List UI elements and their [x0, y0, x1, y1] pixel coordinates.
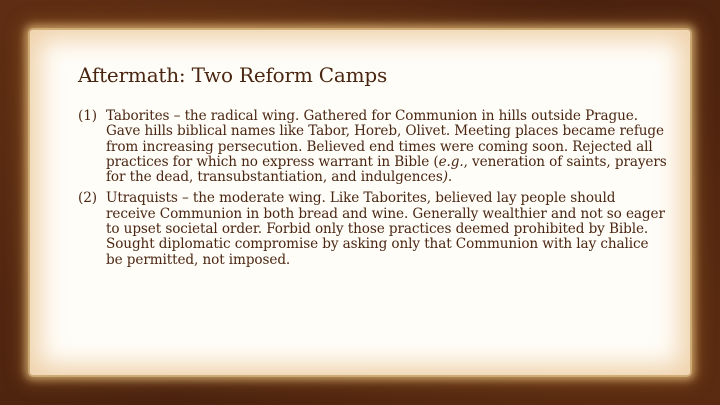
list-item-taborites	[78, 109, 668, 185]
slide-title: Aftermath: Two Reform Camps	[78, 63, 388, 87]
list-item-text-start: Taborites – the radical wing. Gathered for Communion in hills outside Prague. Gave hills biblical names like Tabor, Horeb, Olivet. Meeting places became refuge from increasing persecution. Believed end times were coming soon. Rejected all practices for which no express warrant in Bible (	[106, 108, 664, 170]
list-item-italic-text: e.g.	[438, 153, 464, 170]
list-item-number: (1)	[78, 108, 97, 124]
list-item-closing: ).	[442, 169, 453, 186]
numbered-list	[78, 109, 668, 274]
slide	[30, 30, 690, 375]
list-item-text: Utraquists – the moderate wing. Like Taborites, believed lay people should receive Communion in both bread and wine. Generally wealthier and not so eager to upset societal order. Forbid only those practices deemed prohibited by Bible. Sought diplomatic compromise by asking only that Communion with lay chalice be permitted, not imposed.	[106, 190, 665, 268]
list-item-text-end: , veneration of saints, prayers for the dead, transubstantiation, and indulgences	[106, 153, 667, 186]
list-item-utraquists	[78, 191, 668, 267]
list-item-text	[106, 109, 668, 185]
list-item-number: (2)	[78, 190, 97, 207]
